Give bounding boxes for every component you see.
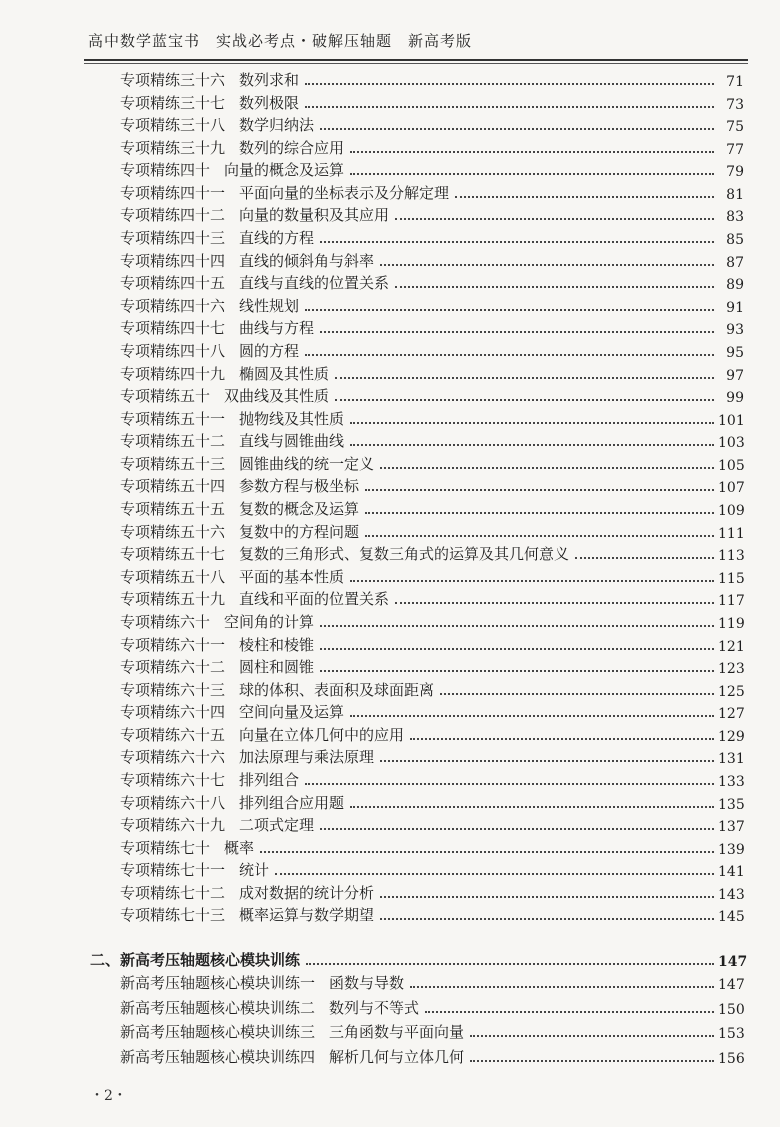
dot-leader [440,693,714,695]
toc-entry-page: 77 [726,141,744,158]
toc-entry-title: 空间角的计算 [224,612,315,631]
toc-entry [120,113,744,135]
toc-entry-code: 新高考压轴题核心模块训练二 [120,998,316,1017]
dot-leader [305,354,714,356]
toc-entry-title: 概率运算与数学期望 [239,906,375,925]
toc-entry-code: 专项精练四十八 [120,341,226,360]
toc-entry [120,610,744,632]
toc-entry-page: 141 [718,864,745,881]
dot-leader [395,286,714,288]
toc-entry-code: 专项精练五十四 [120,477,226,496]
toc-entry-page: 129 [718,728,745,745]
toc-entry-code: 专项精练六十五 [120,725,226,744]
toc-entry-title: 参数方程与极坐标 [239,477,360,496]
toc-entry [120,294,744,316]
toc-entry-page: 85 [726,232,744,249]
toc-entry-code: 专项精练三十九 [120,138,226,157]
toc-entry-title: 直线与直线的位置关系 [239,274,390,293]
toc-entry [120,791,744,813]
toc-entry-page: 150 [718,1001,745,1018]
toc-entry-page: 143 [718,886,745,903]
toc-entry [120,91,744,113]
toc-entry-code: 专项精练五十三 [120,454,226,473]
toc-entry [120,497,744,519]
toc-entry-code: 新高考压轴题核心模块训练三 [120,1023,316,1042]
toc-entry-page: 71 [726,74,744,90]
toc-section-heading [90,948,748,970]
toc-entry-page: 107 [718,480,745,497]
dot-leader [410,738,714,740]
toc-entry [120,565,744,587]
toc-entry-page: 91 [726,299,744,316]
toc-entry-code: 专项精练六十二 [120,658,226,677]
toc-entry-code: 专项精练五十六 [120,522,226,541]
toc-entry [120,158,744,180]
toc-entry-code: 专项精练六十九 [120,816,226,835]
toc-entry-page: 125 [718,683,745,700]
toc-entry [120,745,744,767]
toc-entry-code: 专项精练五十八 [120,567,226,586]
toc-entry-page: 147 [718,977,745,993]
toc-entry-title: 数列与不等式 [329,998,420,1017]
toc-entry-code: 专项精练六十六 [120,748,226,767]
toc-entry [120,407,744,429]
toc-entry-title: 平面的基本性质 [239,567,345,586]
dot-leader [380,467,714,469]
toc-entry [120,542,744,564]
dot-leader [350,806,714,808]
running-header: 高中数学蓝宝书 实战必考点・破解压轴题 新高考版 [88,32,473,50]
toc-entry-title: 向量在立体几何中的应用 [239,725,405,744]
toc-entry-title: 直线与圆锥曲线 [239,432,345,451]
dot-leader [320,128,714,130]
toc-entry [120,903,744,925]
toc-entry [120,249,744,271]
toc-entry-title: 直线和平面的位置关系 [239,590,390,609]
dot-leader [410,986,714,988]
toc-entry-title: 概率 [224,838,255,857]
header-rule-thin [84,63,748,64]
toc-entry-title: 曲线与方程 [239,319,315,338]
toc-entry-code: 专项精练六十七 [120,770,226,789]
toc-entry-code: 新高考压轴题核心模块训练四 [120,1047,316,1066]
dot-leader [275,873,714,875]
toc-entry-page: 123 [718,661,745,678]
toc-entry-page: 145 [718,909,745,926]
toc-entry-title: 排列组合应用题 [239,793,345,812]
toc-entry-code: 专项精练四十九 [120,364,226,383]
toc-entry-title: 复数的概念及运算 [239,500,360,519]
toc-entry-title: 二、新高考压轴题核心模块训练 [90,951,301,969]
dot-leader [380,918,714,920]
toc-entry-page: 103 [718,435,745,452]
toc-entry [120,68,744,90]
dot-leader [335,399,714,401]
toc-entry-title: 成对数据的统计分析 [239,883,375,902]
dot-leader [305,106,714,108]
toc-entry-title: 加法原理与乘法原理 [239,748,375,767]
toc-entry [120,768,744,790]
toc-entry-title: 直线的方程 [239,229,315,248]
toc-entry [120,881,744,903]
toc-entry-page: 137 [718,819,745,836]
toc-entry-code: 专项精练七十 [120,838,211,857]
toc-entry-code: 专项精练四十二 [120,206,226,225]
toc-entry [120,971,744,993]
toc-entry-page: 95 [726,344,744,361]
dot-leader [320,241,714,243]
toc-entry-code: 专项精练五十 [120,387,211,406]
dot-leader [320,828,714,830]
toc-entry-page: 99 [726,390,744,407]
toc-entry-code: 专项精练四十一 [120,183,226,202]
toc-entry-code: 专项精练六十三 [120,680,226,699]
dot-leader [380,896,714,898]
dot-leader [350,580,714,582]
toc-entry-page: 156 [718,1050,745,1067]
toc-entry-title: 直线的倾斜角与斜率 [239,251,375,270]
toc-entry-page: 101 [718,412,745,429]
toc-entry-page: 117 [718,593,745,610]
dot-leader [335,377,714,379]
toc-entry [120,384,744,406]
toc-entry-title: 圆的方程 [239,341,300,360]
toc-entry-title: 数列求和 [239,71,300,89]
toc-entry-page: 115 [718,570,745,587]
toc-entry [120,1020,744,1042]
toc-entry-title: 线性规划 [239,296,300,315]
toc-entry-page: 147 [718,954,748,970]
toc-entry-title: 空间向量及运算 [239,703,345,722]
toc-entry-page: 131 [718,751,745,768]
toc-entry-title: 棱柱和棱锥 [239,635,315,654]
toc-entry-page: 135 [718,796,745,813]
toc-entry-title: 数学归纳法 [239,116,315,135]
dot-leader [320,625,714,627]
dot-leader [350,151,714,153]
toc-entry-code: 专项精练四十四 [120,251,226,270]
toc-entry-page: 153 [718,1026,745,1043]
toc-entry-page: 89 [726,277,744,294]
dot-leader [365,535,714,537]
toc-entry [120,633,744,655]
toc-entry-title: 函数与导数 [329,974,405,992]
toc-entry [120,226,744,248]
dot-leader [350,444,714,446]
toc-entry [120,858,744,880]
toc-entry-page: 105 [718,457,745,474]
toc-entry-title: 双曲线及其性质 [224,387,330,406]
toc-entry [120,996,744,1018]
toc-entry-page: 109 [718,503,745,520]
toc-entry-code: 专项精练五十二 [120,432,226,451]
toc-entry-title: 三角函数与平面向量 [329,1023,465,1042]
toc-entry-title: 抛物线及其性质 [239,409,345,428]
toc-entry-title: 向量的概念及运算 [224,161,345,180]
dot-leader [380,264,714,266]
toc-entry [120,316,744,338]
toc-entry [120,813,744,835]
toc-entry-page: 139 [718,841,745,858]
toc-entry [120,587,744,609]
toc-entry-code: 专项精练六十八 [120,793,226,812]
toc-entry [120,452,744,474]
toc-entry-title: 球的体积、表面积及球面距离 [239,680,435,699]
toc-entry-code: 专项精练七十一 [120,861,226,880]
toc-entry-page: 93 [726,322,744,339]
dot-leader [320,331,714,333]
toc-entry [120,520,744,542]
toc-entry-code: 专项精练三十八 [120,116,226,135]
toc-entry-code: 专项精练三十六 [120,71,226,89]
toc-entry-code: 专项精练五十一 [120,409,226,428]
toc-entry-title: 平面向量的坐标表示及分解定理 [239,183,450,202]
toc-entry-code: 专项精练四十七 [120,319,226,338]
dot-leader [305,783,714,785]
toc-entry-title: 排列组合 [239,770,300,789]
toc-entry-page: 113 [718,548,745,565]
toc-entry-page: 81 [726,186,744,203]
toc-entry-title: 统计 [239,861,270,880]
toc-entry-code: 专项精练五十五 [120,500,226,519]
toc-entry-page: 73 [726,96,744,113]
toc-entry-page: 119 [718,615,745,632]
toc-entry [120,181,744,203]
toc-entry-page: 127 [718,706,745,723]
dot-leader [365,489,714,491]
toc-entry-title: 数列的综合应用 [239,138,345,157]
toc-entry-code: 专项精练六十一 [120,635,226,654]
toc-entry-page: 97 [726,367,744,384]
toc-entry-title: 二项式定理 [239,816,315,835]
dot-leader [380,760,714,762]
toc-entry-code: 专项精练四十三 [120,229,226,248]
toc-entry-code: 专项精练四十 [120,161,211,180]
toc-entry-page: 111 [718,525,745,542]
page-number: ・2・ [90,1088,127,1104]
toc-entry [120,362,744,384]
toc-entry-code: 专项精练六十四 [120,703,226,722]
dot-leader [305,83,714,85]
toc-entry-code: 专项精练五十九 [120,590,226,609]
toc-entry-page: 75 [726,119,744,136]
toc-entry-code: 专项精练七十二 [120,883,226,902]
toc-entry [120,474,744,496]
dot-leader [306,963,714,965]
dot-leader [320,648,714,650]
toc-entry-code: 新高考压轴题核心模块训练一 [120,974,316,992]
toc-entry [120,429,744,451]
toc-entry-title: 椭圆及其性质 [239,364,330,383]
toc-entry [120,136,744,158]
toc-entry-page: 121 [718,638,745,655]
toc-entry-page: 79 [726,164,744,181]
toc-entry-code: 专项精练四十六 [120,296,226,315]
toc-entry-title: 解析几何与立体几何 [329,1047,465,1066]
toc-entry [120,700,744,722]
dot-leader [320,670,714,672]
dot-leader [350,422,714,424]
header-rule [84,59,748,61]
toc-entry-page: 87 [726,254,744,271]
toc-entry-title: 圆柱和圆锥 [239,658,315,677]
toc-entry [120,203,744,225]
toc-entry-title: 复数中的方程问题 [239,522,360,541]
toc-entry-code: 专项精练五十七 [120,545,226,564]
toc-entry-title: 向量的数量积及其应用 [239,206,390,225]
toc-entry-page: 133 [718,773,745,790]
dot-leader [260,851,714,853]
toc-entry-page: 83 [726,209,744,226]
dot-leader [365,512,714,514]
dot-leader [470,1035,714,1037]
toc-entry [120,339,744,361]
dot-leader [425,1011,714,1013]
toc-entry-code: 专项精练六十 [120,612,211,631]
dot-leader [455,196,714,198]
dot-leader [575,557,714,559]
toc-entry [120,678,744,700]
toc-entry-title: 圆锥曲线的统一定义 [239,454,375,473]
toc-entry-title: 数列极限 [239,93,300,112]
toc-entry [120,836,744,858]
toc-entry-code: 专项精练三十七 [120,93,226,112]
dot-leader [395,602,714,604]
dot-leader [350,715,714,717]
dot-leader [395,218,714,220]
dot-leader [305,309,714,311]
toc-entry [120,723,744,745]
dot-leader [470,1060,714,1062]
toc-entry [120,1045,744,1067]
toc-entry-code: 专项精练七十三 [120,906,226,925]
toc-entry [120,271,744,293]
dot-leader [350,173,714,175]
toc-entry-title: 复数的三角形式、复数三角式的运算及其几何意义 [239,545,570,564]
toc-entry-code: 专项精练四十五 [120,274,226,293]
toc-entry [120,655,744,677]
